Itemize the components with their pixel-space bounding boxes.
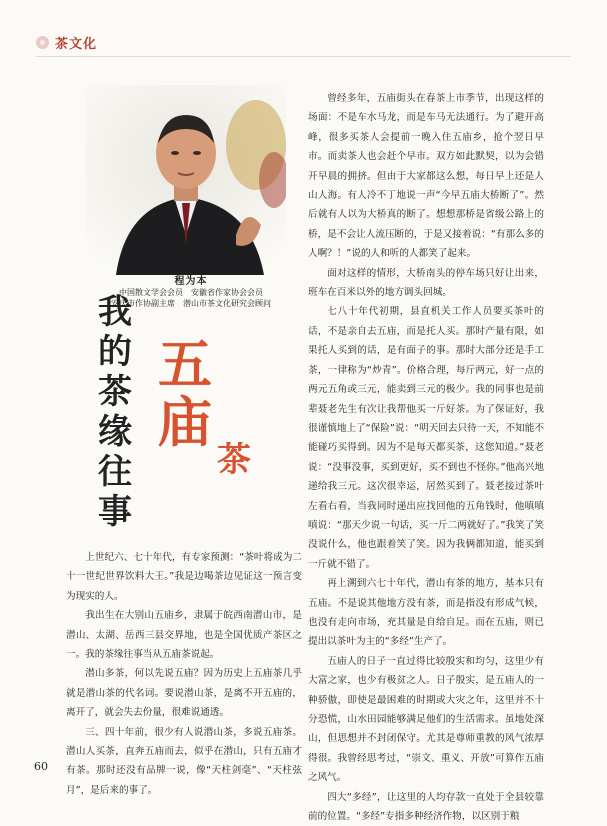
section-header (36, 32, 97, 52)
paragraph: 四大“多经”，让这里的人均存款一直处于全县较靠前的位置。“多经”专指多种经济作物，以区别于粮 (308, 791, 544, 823)
author-title-line-1: 中国散文学会会员 安徽省作家协会会员 (119, 288, 263, 297)
title-tea: 茶 (217, 440, 251, 480)
paragraph: 上世纪六、七十年代，有专家预测：“茶叶将成为二十一世纪世界饮料大王。”我是边喝茶边见证这一预言变为现实的人。 (66, 552, 302, 602)
paragraph: 三、四十年前，很少有人说潜山茶，多说五庙茶。潜山人买茶，直奔五庙而去，似乎在潜山，只有五庙才有茶。那时还没有品牌一说，像“天柱剑毫”、“天柱弦月”，是后来的事了。 (66, 726, 302, 796)
header-divider (36, 56, 571, 57)
title-my-tea-story: 我的茶缘往事 (98, 292, 132, 532)
circle-ornament-icon (36, 36, 49, 49)
left-column (66, 548, 302, 800)
author-name: 程为本 (174, 276, 208, 287)
paragraph: 曾经多年，五庙街头在春茶上市季节，出现这样的场面：不是车水马龙，而是车马无法通行。为了避开高峰，很多买茶人会提前一晚入住五庙乡，抢个翌日早市。而卖茶人也会赶个早市。双方如此默契，以为会错开早晨的拥挤。但由于大家都这么想，每日早上还是人山人海。有人冷不丁地说一声“今早五庙大桥断了”。然后就有人以为大桥真的断了。想想那桥是省级公路上的桥，是不会让人流压断的，于是又接着说：“有那么多的人啊？！”说的人和听的人都笑了起来。 (308, 93, 544, 260)
page-number: 60 (34, 760, 48, 773)
right-column (308, 89, 544, 826)
paragraph: 五庙人的日子一直过得比较殷实和均匀，这里少有大富之家，也少有极贫之人。日子殷实，是五庙人的一种骄傲，即使是最困难的时期或大灾之年，这里并不十分恐慌，山水田园能够满足他们的生活需求。虽地处深山，但思想并不封闭保守。尤其是尊师重教的风气浓厚得很。我曾经思考过，“崇文、重义、开放”可算作五庙之风气。 (308, 655, 544, 784)
paragraph: 我出生在大别山五庙乡，隶属于皖西南潜山市，是潜山、太湖、岳西三县交界地，也是全国优质产茶区之一。我的茶缘往事当从五庙茶说起。 (66, 610, 302, 661)
author-photo (86, 85, 286, 275)
author-title-line-2: 安庆市作协副主席 潜山市茶文化研究会顾问 (111, 299, 271, 308)
paragraph: 七八十年代初期，县直机关工作人员要买茶叶的话，不是亲自去五庙，而是托人买。那时产量有限，如果托人买到的话，是有面子的事。那时大部分还是手工茶，一律称为“炒青”。价格合理，每斤两元，好一点的两元五角或三元，能卖到三元的极少。我的同事也是前辈聂老先生有次让我帮他买一斤好茶。为了保证好，我很谨慎地上了“保险”说：“明天回去只待一天，不知能不能碰巧买得到。因为不是每天都买茶，这您知道。”聂老说：“没事没事，买到更好，买不到也不怪你。”他高兴地递给我三元。这次很幸运，居然买到了。聂老接过茶叶左看右看，当我同时递出应找回他的五角钱时，他嗔嗔嗔说：“那天少说一句话，买一斤二两就好了。”我笑了笑没说什么，他也跟着笑了笑。因为我俩都知道，能买到一斤就不错了。 (308, 306, 544, 570)
title-wumiao: 五庙 (158, 332, 212, 454)
section-name: 茶文化 (55, 36, 98, 52)
paragraph: 再上溯到六七十年代，潜山有茶的地方，基本只有五庙。不是说其他地方没有茶，而是指没有形成气候，也没有走向市场，充其量是自给自足。而在五庙，则已提出以茶叶为主的“多经”生产了。 (308, 578, 544, 648)
paragraph: 面对这样的情形，大桥南头的停车场只好让出来，班车在百米以外的地方调头回城。 (308, 267, 544, 299)
paragraph: 潜山多茶，何以先说五庙？因为历史上五庙茶几乎就是潜山茶的代名词。要说潜山茶，是离不开五庙的，离开了，就会失去份量，很难说通透。 (66, 668, 302, 719)
